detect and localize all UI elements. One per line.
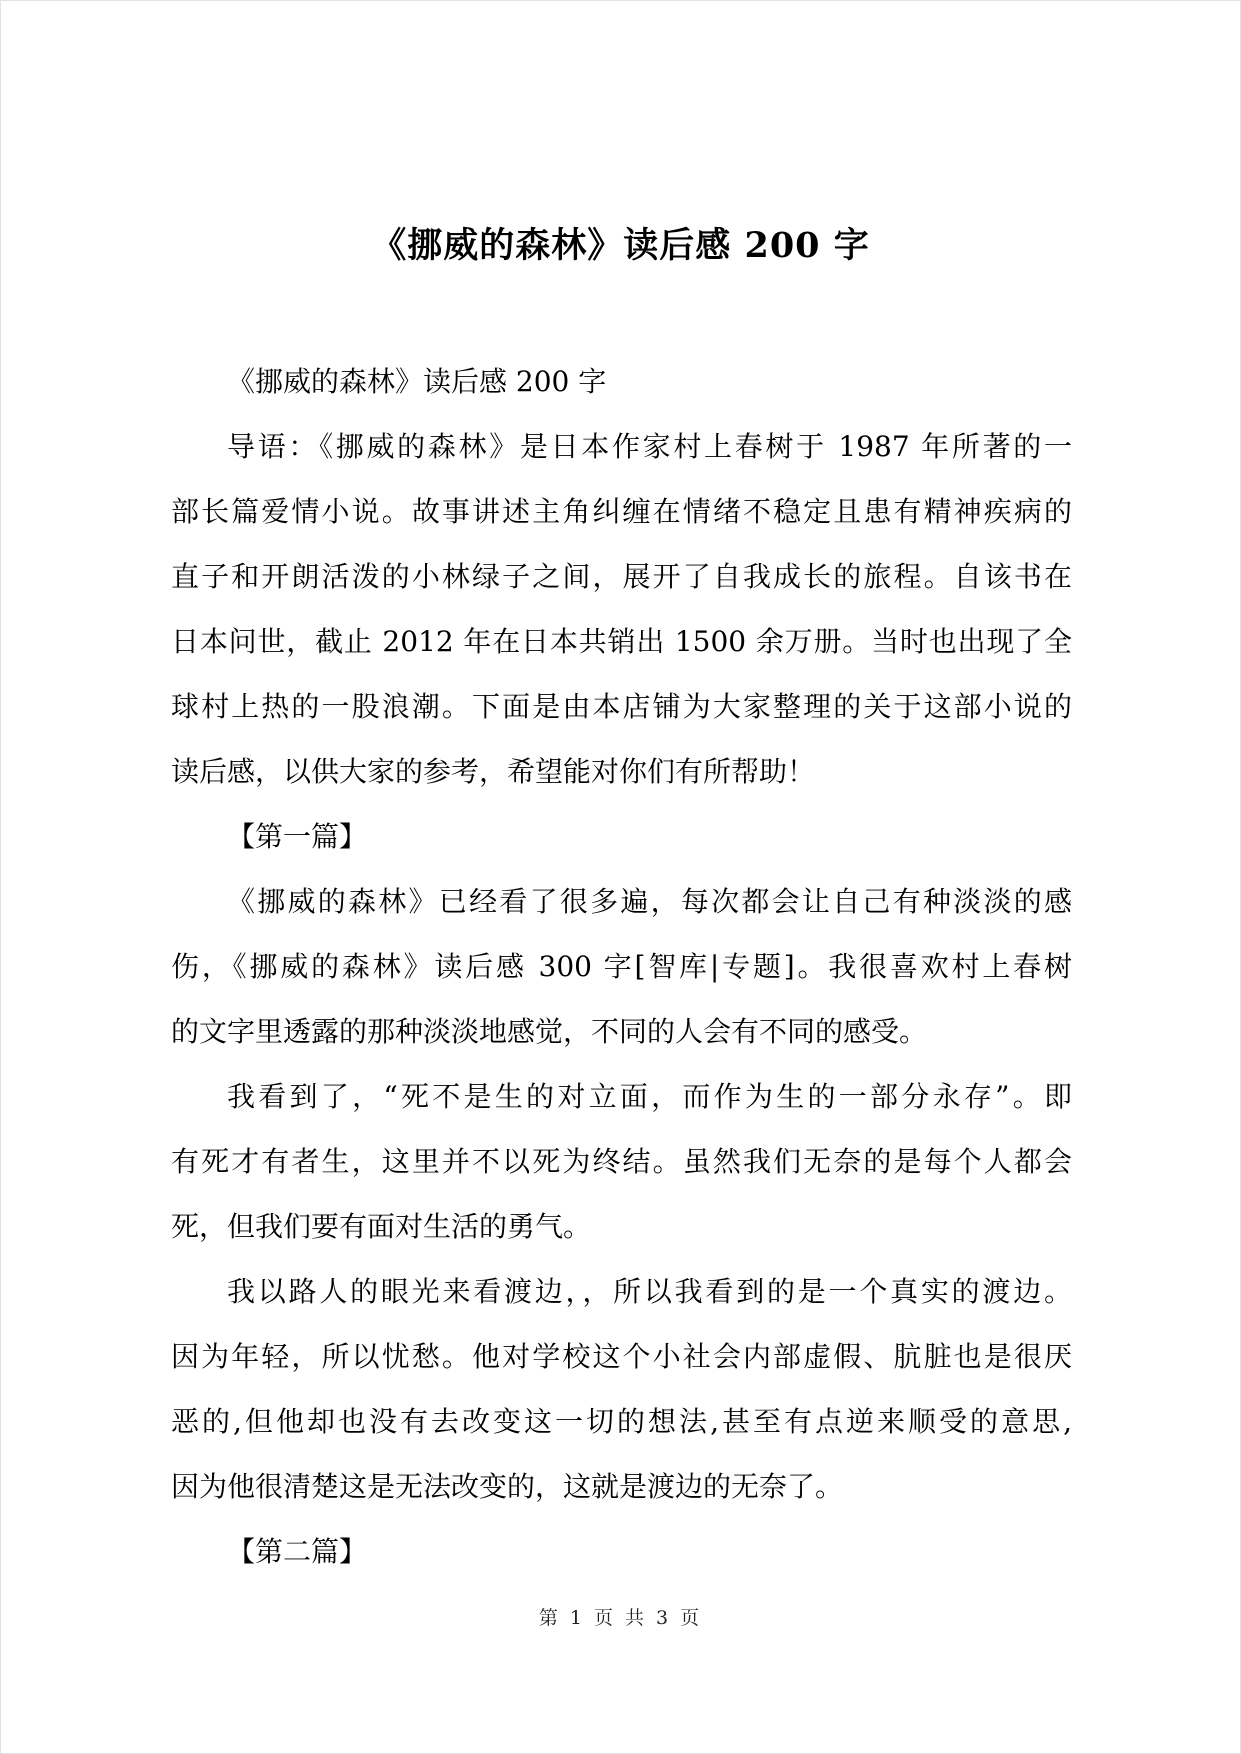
text-line: 读后感，以供大家的参考，希望能对你们有所帮助！ bbox=[171, 755, 816, 788]
text-line: 的文字里透露的那种淡淡地感觉，不同的人会有不同的感受。 bbox=[171, 1015, 928, 1048]
text-line: 因为他很清楚这是无法改变的，这就是渡边的无奈了。 bbox=[171, 1470, 844, 1503]
text-line: 恶的,但他却也没有去改变这一切的想法,甚至有点逆来顺受的意思, bbox=[171, 1405, 1072, 1438]
text-line: 《挪威的森林》读后感 200 字 bbox=[227, 365, 607, 398]
text-line: 球村上热的一股浪潮。下面是由本店铺为大家整理的关于这部小说的 bbox=[171, 690, 1072, 723]
text-line: 日本问世，截止 2012 年在日本共销出 1500 余万册。当时也出现了全 bbox=[171, 625, 1072, 658]
text-line: 我以路人的眼光来看渡边，，所以我看到的是一个真实的渡边。 bbox=[227, 1275, 1072, 1308]
text-line: 因为年轻，所以忧愁。他对学校这个小社会内部虚假、肮脏也是很厌 bbox=[171, 1340, 1072, 1373]
text-line: 【第二篇】 bbox=[227, 1535, 368, 1568]
document-body bbox=[171, 349, 1072, 1584]
text-line: 【第一篇】 bbox=[227, 820, 368, 853]
page-number-text: 第 1 页 共 3 页 bbox=[538, 1607, 703, 1629]
text-line: 死，但我们要有面对生活的勇气。 bbox=[171, 1210, 592, 1243]
document-title: 《挪威的森林》读后感 200 字 bbox=[371, 225, 870, 266]
text-line: 导语：《挪威的森林》是日本作家村上春树于 1987 年所著的一 bbox=[227, 430, 1072, 463]
text-line: 有死才有者生，这里并不以死为终结。虽然我们无奈的是每个人都会 bbox=[171, 1145, 1072, 1178]
page-footer bbox=[1, 1604, 1240, 1632]
text-line: 直子和开朗活泼的小林绿子之间，展开了自我成长的旅程。自该书在 bbox=[171, 560, 1072, 593]
text-line: 部长篇爱情小说。故事讲述主角纠缠在情绪不稳定且患有精神疾病的 bbox=[171, 495, 1072, 528]
text-line: 《挪威的森林》已经看了很多遍，每次都会让自己有种淡淡的感 bbox=[227, 885, 1072, 918]
text-line: 伤，《挪威的森林》读后感 300 字[智库|专题]。我很喜欢村上春树 bbox=[171, 950, 1072, 983]
text-line: 我看到了，“死不是生的对立面，而作为生的一部分永存”。即 bbox=[227, 1080, 1072, 1113]
